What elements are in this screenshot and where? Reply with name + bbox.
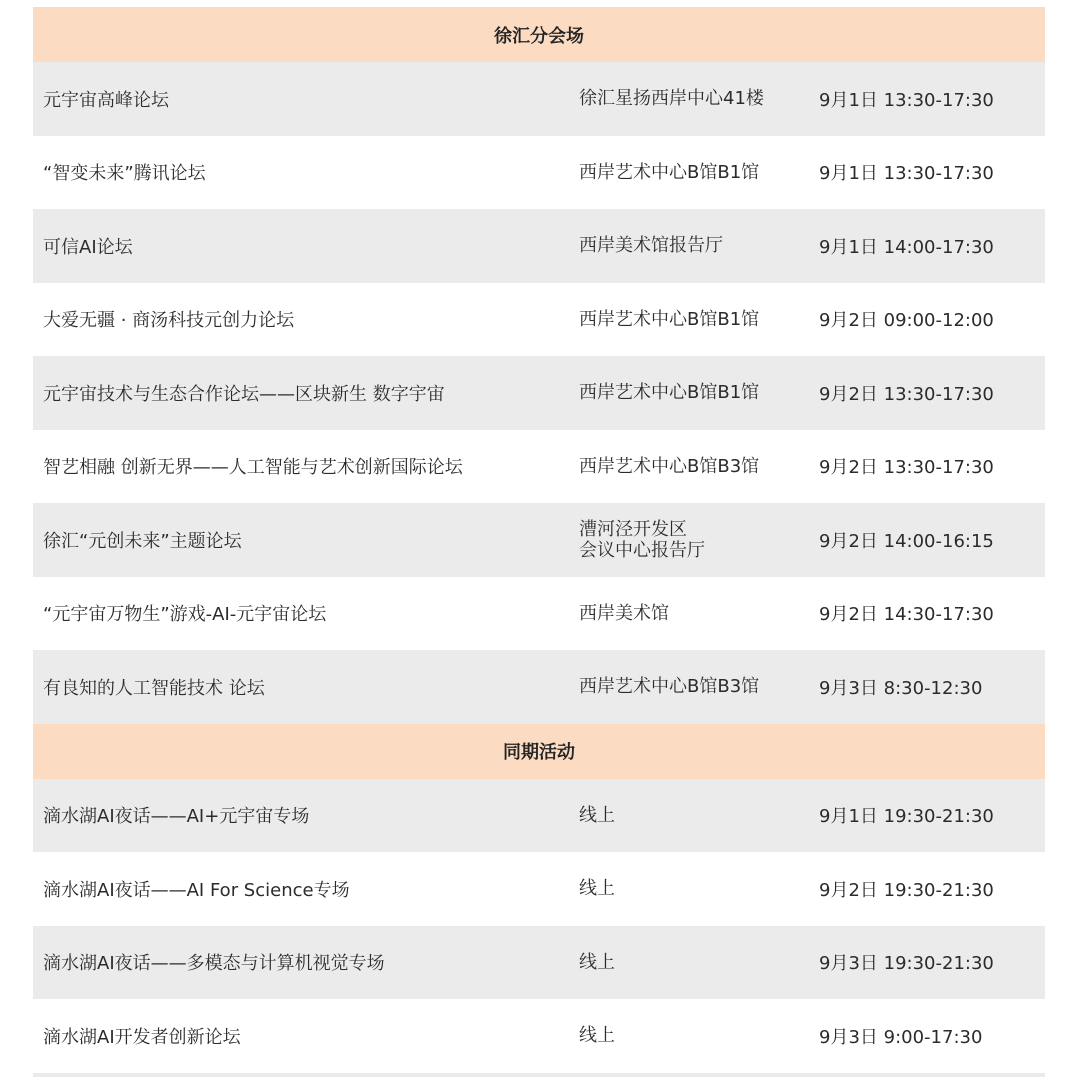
section-header: 同期活动 bbox=[33, 724, 1045, 779]
table-row bbox=[33, 852, 1045, 926]
event-time: 9月2日 14:30-17:30 bbox=[819, 604, 994, 626]
event-time: 9月1日 13:30-17:30 bbox=[819, 89, 994, 111]
venue-line: 西岸艺术中心B馆B3馆 bbox=[579, 455, 760, 477]
event-name: 滴水湖AI夜话——多模态与计算机视觉专场 bbox=[43, 953, 385, 975]
event-name: “元宇宙万物生”游戏-AI-元宇宙论坛 bbox=[43, 604, 327, 626]
event-name: 元宇宙技术与生态合作论坛——区块新生 数字宇宙 bbox=[43, 383, 445, 405]
event-venue bbox=[579, 235, 809, 256]
table-row bbox=[33, 779, 1045, 853]
venue-line: 线上 bbox=[579, 1025, 615, 1047]
venue-line: 徐汇星扬西岸中心41楼 bbox=[579, 88, 764, 110]
venue-line: 西岸艺术中心B馆B3馆 bbox=[579, 676, 760, 698]
event-time: 9月1日 19:30-21:30 bbox=[819, 806, 994, 828]
schedule-table bbox=[33, 7, 1045, 1077]
venue-line: 线上 bbox=[579, 951, 615, 973]
event-venue bbox=[579, 878, 809, 899]
event-venue bbox=[579, 456, 809, 477]
event-venue bbox=[579, 952, 809, 973]
event-time: 9月1日 13:30-17:30 bbox=[819, 163, 994, 185]
event-time: 9月2日 09:00-12:00 bbox=[819, 310, 994, 332]
event-venue bbox=[579, 162, 809, 183]
venue-line: 线上 bbox=[579, 878, 615, 900]
event-name: 徐汇“元创未来”主题论坛 bbox=[43, 530, 242, 552]
table-row bbox=[33, 577, 1045, 651]
event-name: 滴水湖AI开发者创新论坛 bbox=[43, 1026, 241, 1048]
event-time: 9月3日 19:30-21:30 bbox=[819, 953, 994, 975]
table-row bbox=[33, 430, 1045, 504]
event-time: 9月2日 13:30-17:30 bbox=[819, 457, 994, 479]
event-name: 可信AI论坛 bbox=[43, 236, 133, 258]
event-name: “智变未来”腾讯论坛 bbox=[43, 163, 206, 185]
section-header: 徐汇分会场 bbox=[33, 7, 1045, 62]
venue-line: 漕河泾开发区 bbox=[579, 518, 687, 540]
table-row bbox=[33, 136, 1045, 210]
event-venue bbox=[579, 1025, 809, 1046]
venue-line: 西岸美术馆报告厅 bbox=[579, 235, 723, 257]
venue-line: 会议中心报告厅 bbox=[579, 539, 705, 561]
venue-line: 线上 bbox=[579, 804, 615, 826]
event-time: 9月2日 14:00-16:15 bbox=[819, 530, 994, 552]
table-row bbox=[33, 283, 1045, 357]
event-name: 滴水湖AI夜话——AI For Science专场 bbox=[43, 879, 350, 901]
event-venue bbox=[579, 676, 809, 697]
table-row bbox=[33, 926, 1045, 1000]
event-venue bbox=[579, 88, 809, 109]
event-time: 9月3日 8:30-12:30 bbox=[819, 677, 983, 699]
event-venue bbox=[579, 382, 809, 403]
event-name: 大爱无疆 · 商汤科技元创力论坛 bbox=[43, 310, 295, 332]
event-time: 9月3日 9:00-17:30 bbox=[819, 1026, 983, 1048]
venue-line: 西岸艺术中心B馆B1馆 bbox=[579, 382, 760, 404]
venue-line: 西岸美术馆 bbox=[579, 602, 669, 624]
event-name: 有良知的人工智能技术 论坛 bbox=[43, 677, 265, 699]
event-name: 元宇宙高峰论坛 bbox=[43, 89, 169, 111]
event-name: 滴水湖AI夜话——AI+元宇宙专场 bbox=[43, 806, 310, 828]
event-venue bbox=[579, 603, 809, 624]
event-name: 智艺相融 创新无界——人工智能与艺术创新国际论坛 bbox=[43, 457, 463, 479]
table-row bbox=[33, 650, 1045, 724]
venue-line: 西岸艺术中心B馆B1馆 bbox=[579, 161, 760, 183]
table-bottom-edge bbox=[33, 1073, 1045, 1077]
event-time: 9月2日 19:30-21:30 bbox=[819, 879, 994, 901]
event-time: 9月2日 13:30-17:30 bbox=[819, 383, 994, 405]
table-row bbox=[33, 356, 1045, 430]
venue-line: 西岸艺术中心B馆B1馆 bbox=[579, 308, 760, 330]
table-row bbox=[33, 209, 1045, 283]
table-row bbox=[33, 62, 1045, 136]
table-row bbox=[33, 503, 1045, 577]
table-row bbox=[33, 999, 1045, 1073]
event-venue bbox=[579, 519, 809, 561]
event-venue bbox=[579, 309, 809, 330]
event-venue bbox=[579, 805, 809, 826]
event-time: 9月1日 14:00-17:30 bbox=[819, 236, 994, 258]
